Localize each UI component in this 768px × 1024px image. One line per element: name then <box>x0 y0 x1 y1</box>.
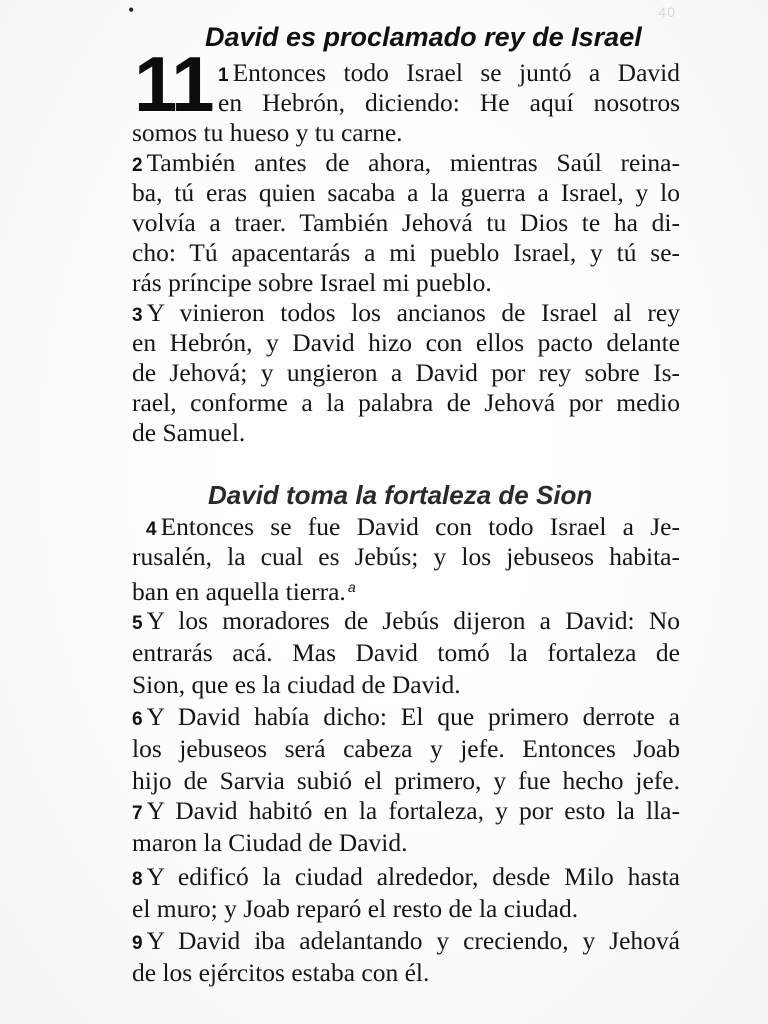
verse-2-line-5: rás príncipe sobre Israel mi pueblo. <box>132 268 492 297</box>
verse-number: 7 <box>132 803 143 824</box>
section-heading-fortress: David toma la fortaleza de Sion <box>208 480 593 510</box>
verse-2-line-2: ba, tú eras quien sacaba a la guerra a Israel, y lo <box>132 178 680 207</box>
verse-2-line-3: volvía a traer. También Jehová tu Dios te ha di- <box>132 208 680 237</box>
verse-8-line-2: el muro; y Joab reparó el resto de la ciudad. <box>132 894 579 923</box>
verse-1-line-1: 1 Entonces todo Israel se juntó a David <box>218 58 680 87</box>
section-heading-proclamation: David es proclamado rey de Israel <box>205 22 642 52</box>
page-corner-mark: 40 <box>658 4 676 20</box>
verse-3-line-3: de Jehová; y ungieron a David por rey sobre Is- <box>132 358 680 387</box>
verse-7-line-1: 7 Y David habitó en la fortaleza, y por esto la lla- <box>132 796 680 825</box>
verse-5-line-2: entrarás acá. Mas David tomó la fortaleza de <box>132 638 680 667</box>
verse-5-line-3: Sion, que es la ciudad de David. <box>132 670 461 699</box>
verse-4-line-1: 4 Entonces se fue David con todo Israel a Je- <box>146 512 680 541</box>
verse-3-line-5: de Samuel. <box>132 418 246 447</box>
verse-number: 3 <box>132 305 143 326</box>
ink-dot: • <box>128 0 135 20</box>
verse-1-line-3: somos tu hueso y tu carne. <box>132 118 403 147</box>
verse-number: 1 <box>218 65 229 86</box>
verse-2-line-1: 2 También antes de ahora, mientras Saúl reina- <box>132 148 680 177</box>
verse-3-line-2: en Hebrón, y David hizo con ellos pacto delante <box>132 328 680 357</box>
verse-6-line-2: los jebuseos será cabeza y jefe. Entonces Joab <box>132 734 680 763</box>
verse-8-line-1: 8 Y edificó la ciudad alrededor, desde Milo hasta <box>132 862 680 891</box>
verse-7-line-2: maron la Ciudad de David. <box>132 828 408 857</box>
verse-number: 8 <box>132 869 143 890</box>
verse-number: 4 <box>146 519 157 540</box>
verse-1-line-2: en Hebrón, diciendo: He aquí nosotros <box>218 88 680 117</box>
verse-6-line-1: 6 Y David había dicho: El que primero derrote a <box>132 702 680 731</box>
chapter-number: 11 <box>134 40 213 128</box>
verse-9-line-1: 9 Y David iba adelantando y creciendo, y Jehová <box>132 926 680 955</box>
verse-number: 6 <box>132 709 143 730</box>
verse-5-line-1: 5 Y los moradores de Jebús dijeron a David: No <box>132 606 680 635</box>
footnote-marker: a <box>347 579 356 595</box>
verse-number: 2 <box>132 155 143 176</box>
verse-4-line-3: ban en aquella tierra. $^a$ <box>132 577 356 606</box>
verse-9-line-2: de los ejércitos estaba con él. <box>132 958 430 987</box>
verse-6-line-3: hijo de Sarvia subió el primero, y fue hecho jefe. <box>132 766 680 795</box>
verse-number: 9 <box>132 933 143 954</box>
verse-number: 5 <box>132 613 143 634</box>
verse-3-line-1: 3 Y vinieron todos los ancianos de Israel al rey <box>132 298 680 327</box>
verse-2-line-4: cho: Tú apacentarás a mi pueblo Israel, y tú se- <box>132 238 680 267</box>
verse-3-line-4: rael, conforme a la palabra de Jehová por medio <box>132 388 680 417</box>
verse-4-line-2: rusalén, la cual es Jebús; y los jebuseos habita- <box>132 542 680 571</box>
